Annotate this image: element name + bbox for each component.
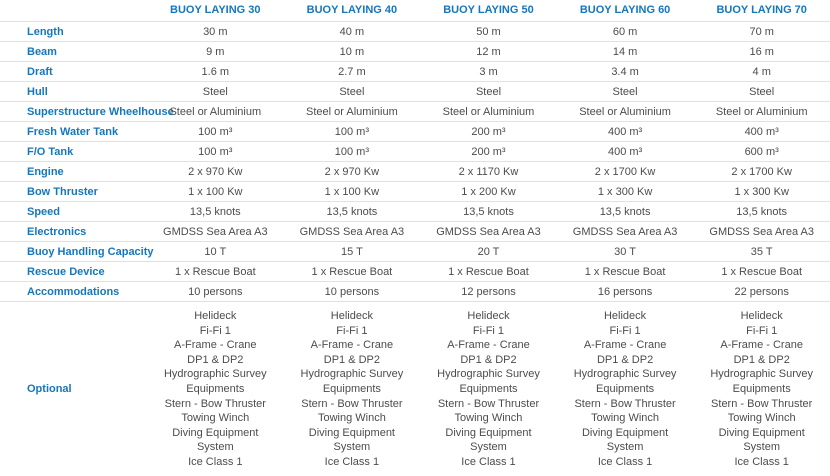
spec-cell: 10 m [284, 42, 421, 62]
optional-item: A-Frame - Crane [583, 339, 667, 352]
table-row [0, 162, 830, 182]
optional-item: Fi-Fi 1 [336, 324, 368, 337]
optional-item: Helideck [467, 310, 510, 322]
optional-item: DP1 & DP2 [323, 353, 381, 366]
spec-cell: Steel or Aluminium [420, 102, 557, 122]
spec-cell: 13,5 knots [557, 202, 694, 222]
optional-item: Stern - Bow Thruster [711, 397, 813, 410]
spec-cell: 14 m [557, 42, 694, 62]
spec-cell: GMDSS Sea Area A3 [557, 222, 694, 242]
optional-item: Ice Class 1 [461, 455, 516, 468]
corner-cell [0, 0, 147, 22]
spec-cell: 2 x 1700 Kw [557, 162, 694, 182]
column-header: BUOY LAYING 30 [170, 4, 261, 16]
row-label: F/O Tank [0, 142, 147, 162]
spec-cell: 1 x Rescue Boat [284, 262, 421, 282]
spec-cell: 200 m³ [420, 122, 557, 142]
spec-cell [420, 302, 557, 476]
column-header: BUOY LAYING 40 [306, 4, 398, 16]
table-row [0, 142, 830, 162]
optional-item: Towing Winch [181, 412, 250, 425]
spec-cell: 16 persons [557, 282, 694, 302]
optional-item: Diving Equipment System [718, 426, 805, 454]
optional-item: DP1 & DP2 [733, 353, 790, 366]
table-body [0, 22, 830, 476]
spec-cell: 60 m [557, 22, 694, 42]
spec-cell: 1 x 300 Kw [557, 182, 694, 202]
row-label: Beam [0, 42, 147, 62]
row-label: Engine [0, 162, 147, 182]
row-label: Draft [0, 62, 147, 82]
optional-item: Towing Winch [727, 412, 796, 425]
spec-cell: 13,5 knots [420, 202, 557, 222]
spec-cell: Steel [420, 82, 557, 102]
table-row [0, 222, 830, 242]
spec-cell: Steel or Aluminium [284, 102, 421, 122]
optional-item: DP1 & DP2 [460, 353, 517, 366]
spec-cell: 1.6 m [147, 62, 284, 82]
header-row [0, 0, 830, 22]
spec-cell: 2 x 970 Kw [284, 162, 421, 182]
spec-cell: Steel or Aluminium [693, 102, 830, 122]
row-label: Accommodations [0, 282, 147, 302]
row-label: Bow Thruster [0, 182, 147, 202]
spec-cell: 13,5 knots [284, 202, 421, 222]
spec-cell: 600 m³ [693, 142, 830, 162]
table-row [0, 122, 830, 142]
row-label: Hull [0, 82, 147, 102]
spec-cell: 70 m [693, 22, 830, 42]
optional-item: Stern - Bow Thruster [437, 397, 540, 410]
spec-cell: 20 T [420, 242, 557, 262]
spec-cell: 10 persons [147, 282, 284, 302]
optional-item: Diving Equipment System [445, 426, 532, 454]
spec-cell: 400 m³ [557, 142, 694, 162]
table-row [0, 302, 830, 476]
spec-cell: 1 x Rescue Boat [147, 262, 284, 282]
spec-cell: 22 persons [693, 282, 830, 302]
spec-cell: 16 m [693, 42, 830, 62]
optional-item: Fi-Fi 1 [472, 324, 505, 337]
spec-cell: 1 x 300 Kw [693, 182, 830, 202]
optional-item: Diving Equipment System [172, 426, 259, 454]
optional-item: A-Frame - Crane [720, 339, 803, 352]
spec-cell: 2 x 1170 Kw [420, 162, 557, 182]
row-label: Electronics [0, 222, 147, 242]
optional-item: Helideck [740, 310, 783, 322]
optional-item: Towing Winch [454, 412, 523, 425]
optional-item: Helideck [330, 310, 373, 322]
optional-item: Stern - Bow Thruster [301, 397, 403, 410]
optional-item: Ice Class 1 [597, 455, 653, 468]
spec-cell: 400 m³ [693, 122, 830, 142]
spec-cell: 12 m [420, 42, 557, 62]
column-header: BUOY LAYING 60 [579, 4, 671, 16]
spec-cell: Steel or Aluminium [147, 102, 284, 122]
spec-cell: GMDSS Sea Area A3 [693, 222, 830, 242]
optional-item: DP1 & DP2 [187, 353, 244, 366]
spec-cell: Steel or Aluminium [557, 102, 694, 122]
spec-cell: 10 T [147, 242, 284, 262]
table-row [0, 42, 830, 62]
spec-cell: 3 m [420, 62, 557, 82]
spec-cell [284, 302, 421, 476]
spec-cell: 100 m³ [147, 142, 284, 162]
spec-cell: 13,5 knots [693, 202, 830, 222]
row-label: Buoy Handling Capacity [0, 242, 147, 262]
optional-item: Fi-Fi 1 [199, 324, 231, 337]
spec-cell: GMDSS Sea Area A3 [284, 222, 421, 242]
spec-cell: Steel [693, 82, 830, 102]
spec-cell: 1 x 100 Kw [284, 182, 421, 202]
spec-cell [557, 302, 694, 476]
spec-cell: 1 x 100 Kw [147, 182, 284, 202]
optional-item: Towing Winch [317, 412, 386, 425]
table-row [0, 242, 830, 262]
row-label: Optional [0, 302, 147, 476]
optional-item: Hydrographic Survey Equipments [710, 368, 814, 395]
column-header: BUOY LAYING 70 [716, 4, 807, 16]
spec-cell [147, 302, 284, 476]
spec-cell: 1 x Rescue Boat [420, 262, 557, 282]
optional-item: Stern - Bow Thruster [574, 397, 676, 410]
optional-item: Helideck [194, 310, 237, 322]
spec-cell: GMDSS Sea Area A3 [420, 222, 557, 242]
optional-item: A-Frame - Crane [310, 339, 394, 352]
spec-cell: Steel [147, 82, 284, 102]
spec-cell: 1 x Rescue Boat [693, 262, 830, 282]
table-row [0, 82, 830, 102]
spec-cell: 35 T [693, 242, 830, 262]
spec-cell: 13,5 knots [147, 202, 284, 222]
row-label: Speed [0, 202, 147, 222]
row-label: Superstructure Wheelhouse [0, 102, 147, 122]
spec-cell: 10 persons [284, 282, 421, 302]
optional-item: Hydrographic Survey Equipments [437, 368, 540, 395]
spec-cell: 50 m [420, 22, 557, 42]
optional-item: Fi-Fi 1 [746, 324, 778, 337]
spec-cell: 100 m³ [284, 122, 421, 142]
column-header: BUOY LAYING 50 [443, 4, 534, 16]
spec-cell: GMDSS Sea Area A3 [147, 222, 284, 242]
table-row [0, 182, 830, 202]
optional-item: Hydrographic Survey Equipments [300, 368, 404, 395]
spec-cell: 1 x Rescue Boat [557, 262, 694, 282]
table-row [0, 22, 830, 42]
spec-cell: 1 x 200 Kw [420, 182, 557, 202]
optional-item: Hydrographic Survey Equipments [163, 368, 267, 395]
spec-cell: 30 m [147, 22, 284, 42]
optional-item: Towing Winch [591, 412, 659, 425]
row-label: Length [0, 22, 147, 42]
spec-cell: 40 m [284, 22, 421, 42]
spec-cell: 3.4 m [557, 62, 694, 82]
spec-cell: 30 T [557, 242, 694, 262]
optional-item: A-Frame - Crane [447, 339, 530, 352]
spec-cell: 9 m [147, 42, 284, 62]
table-header [0, 0, 830, 22]
optional-item: Ice Class 1 [188, 455, 243, 468]
optional-item: Hydrographic Survey Equipments [573, 368, 677, 395]
spec-cell: 2 x 1700 Kw [693, 162, 830, 182]
spec-cell: 100 m³ [284, 142, 421, 162]
optional-item: DP1 & DP2 [596, 353, 654, 366]
optional-item: Ice Class 1 [734, 455, 789, 468]
row-label: Rescue Device [0, 262, 147, 282]
optional-item: A-Frame - Crane [174, 339, 257, 352]
spec-cell: Steel [284, 82, 421, 102]
spec-cell: 400 m³ [557, 122, 694, 142]
spec-cell: 200 m³ [420, 142, 557, 162]
optional-item: Fi-Fi 1 [609, 324, 641, 337]
table-row [0, 262, 830, 282]
row-label: Fresh Water Tank [0, 122, 147, 142]
optional-item: Helideck [603, 310, 647, 322]
table-row [0, 282, 830, 302]
optional-item: Diving Equipment System [581, 426, 669, 454]
table-row [0, 202, 830, 222]
optional-item: Stern - Bow Thruster [164, 397, 266, 410]
optional-item: Diving Equipment System [308, 426, 395, 454]
spec-cell: Steel [557, 82, 694, 102]
spec-cell [693, 302, 830, 476]
spec-cell: 100 m³ [147, 122, 284, 142]
spec-cell: 15 T [284, 242, 421, 262]
table-row [0, 62, 830, 82]
optional-item: Ice Class 1 [324, 455, 380, 468]
table-row [0, 102, 830, 122]
spec-cell: 2.7 m [284, 62, 421, 82]
spec-cell: 2 x 970 Kw [147, 162, 284, 182]
spec-cell: 12 persons [420, 282, 557, 302]
spec-cell: 4 m [693, 62, 830, 82]
